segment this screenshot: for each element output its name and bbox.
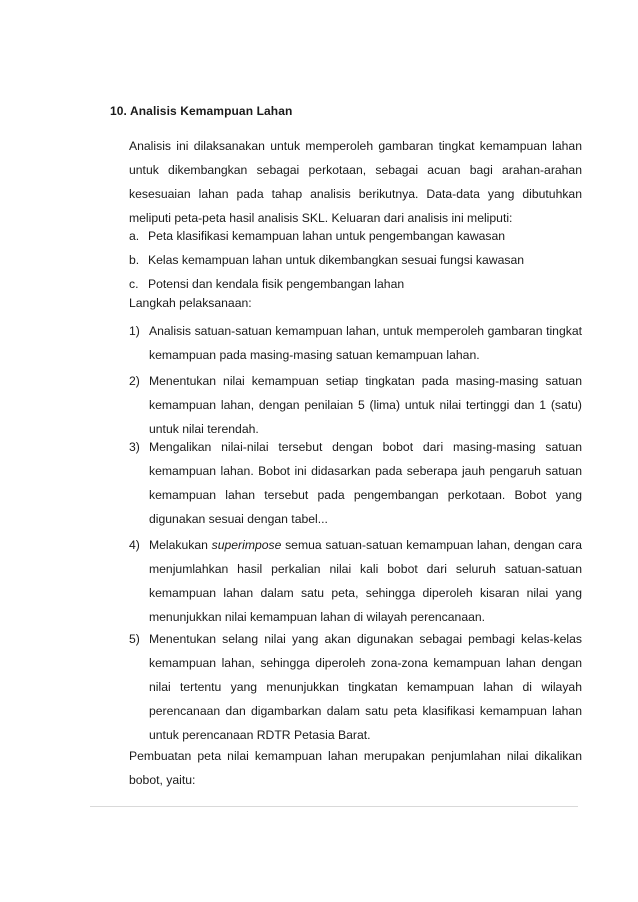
step-number: 2) [129,374,140,388]
step-text [149,533,582,629]
step-number: 3) [129,440,140,454]
step-text: Menentukan selang nilai yang akan digunakan sebagai pembagi kelas-kelas kemampuan lahan, sehingga diperoleh zona-zona kemampuan lahan dengan nilai tertentu yang menunjukkan tingkatan kemampuan lahan di wilayah perencanaan dan digambarkan dalam satu peta klasifikasi kemampuan lahan untuk perencanaan RDTR Petasia Barat. [149,632,582,742]
intro-paragraph: Analisis ini dilaksanakan untuk memperoleh gambaran tingkat kemampuan lahan untuk dikembangkan sebagai perkotaan, sebagai acuan bagi arahan-arahan kesesuaian lahan pada tahap analisis berikutnya. Data-data yang dibutuhkan meliputi peta-peta hasil analisis SKL. Keluaran dari analisis ini meliputi: [129,139,582,225]
output-item-text: Kelas kemampuan lahan untuk dikembangkan sesuai fungsi kawasan [148,253,525,267]
section-heading: 10. Analisis Kemampuan Lahan [110,104,293,118]
output-item-marker: a. [129,229,140,243]
steps-label: Langkah pelaksanaan: [129,296,252,310]
step-number: 5) [129,632,140,646]
step-number: 1) [129,324,140,338]
output-item-text: Peta klasifikasi kemampuan lahan untuk pengembangan kawasan [148,229,506,243]
step-text-part: Melakukan [149,538,212,552]
output-item-marker: b. [129,253,140,267]
step-text: Analisis satuan-satuan kemampuan lahan, untuk memperoleh gambaran tingkat kemampuan pada masing-masing satuan kemampuan lahan. [149,324,582,362]
step-text: Mengalikan nilai-nilai tersebut dengan bobot dari masing-masing satuan kemampuan lahan. Bobot ini didasarkan pada seberapa jauh pengaruh satuan kemampuan lahan tersebut pada pengembangan perkotaan. Bobot yang digunakan sesuai dengan tabel... [149,440,582,526]
step-text-emphasis: superimpose [211,538,282,552]
step-number: 4) [129,538,140,552]
step-text-part: semua satuan-satuan kemampuan lahan, dengan cara menjumlahkan hasil perkalian nilai kali bobot dari seluruh satuan-satuan kemampuan lahan dalam satu peta, sehingga diperoleh kisaran nilai yang menunjukkan nilai kemampuan lahan di wilayah perencanaan. [149,538,582,624]
footer-divider [90,806,578,807]
step-text: Menentukan nilai kemampuan setiap tingkatan pada masing-masing satuan kemampuan lahan, dengan penilaian 5 (lima) untuk nilai tertinggi dan 1 (satu) untuk nilai terendah. [149,374,582,436]
output-item-marker: c. [129,277,139,291]
output-item-text: Potensi dan kendala fisik pengembangan lahan [148,277,405,291]
closing-paragraph: Pembuatan peta nilai kemampuan lahan merupakan penjumlahan nilai dikalikan bobot, yaitu: [129,749,582,787]
